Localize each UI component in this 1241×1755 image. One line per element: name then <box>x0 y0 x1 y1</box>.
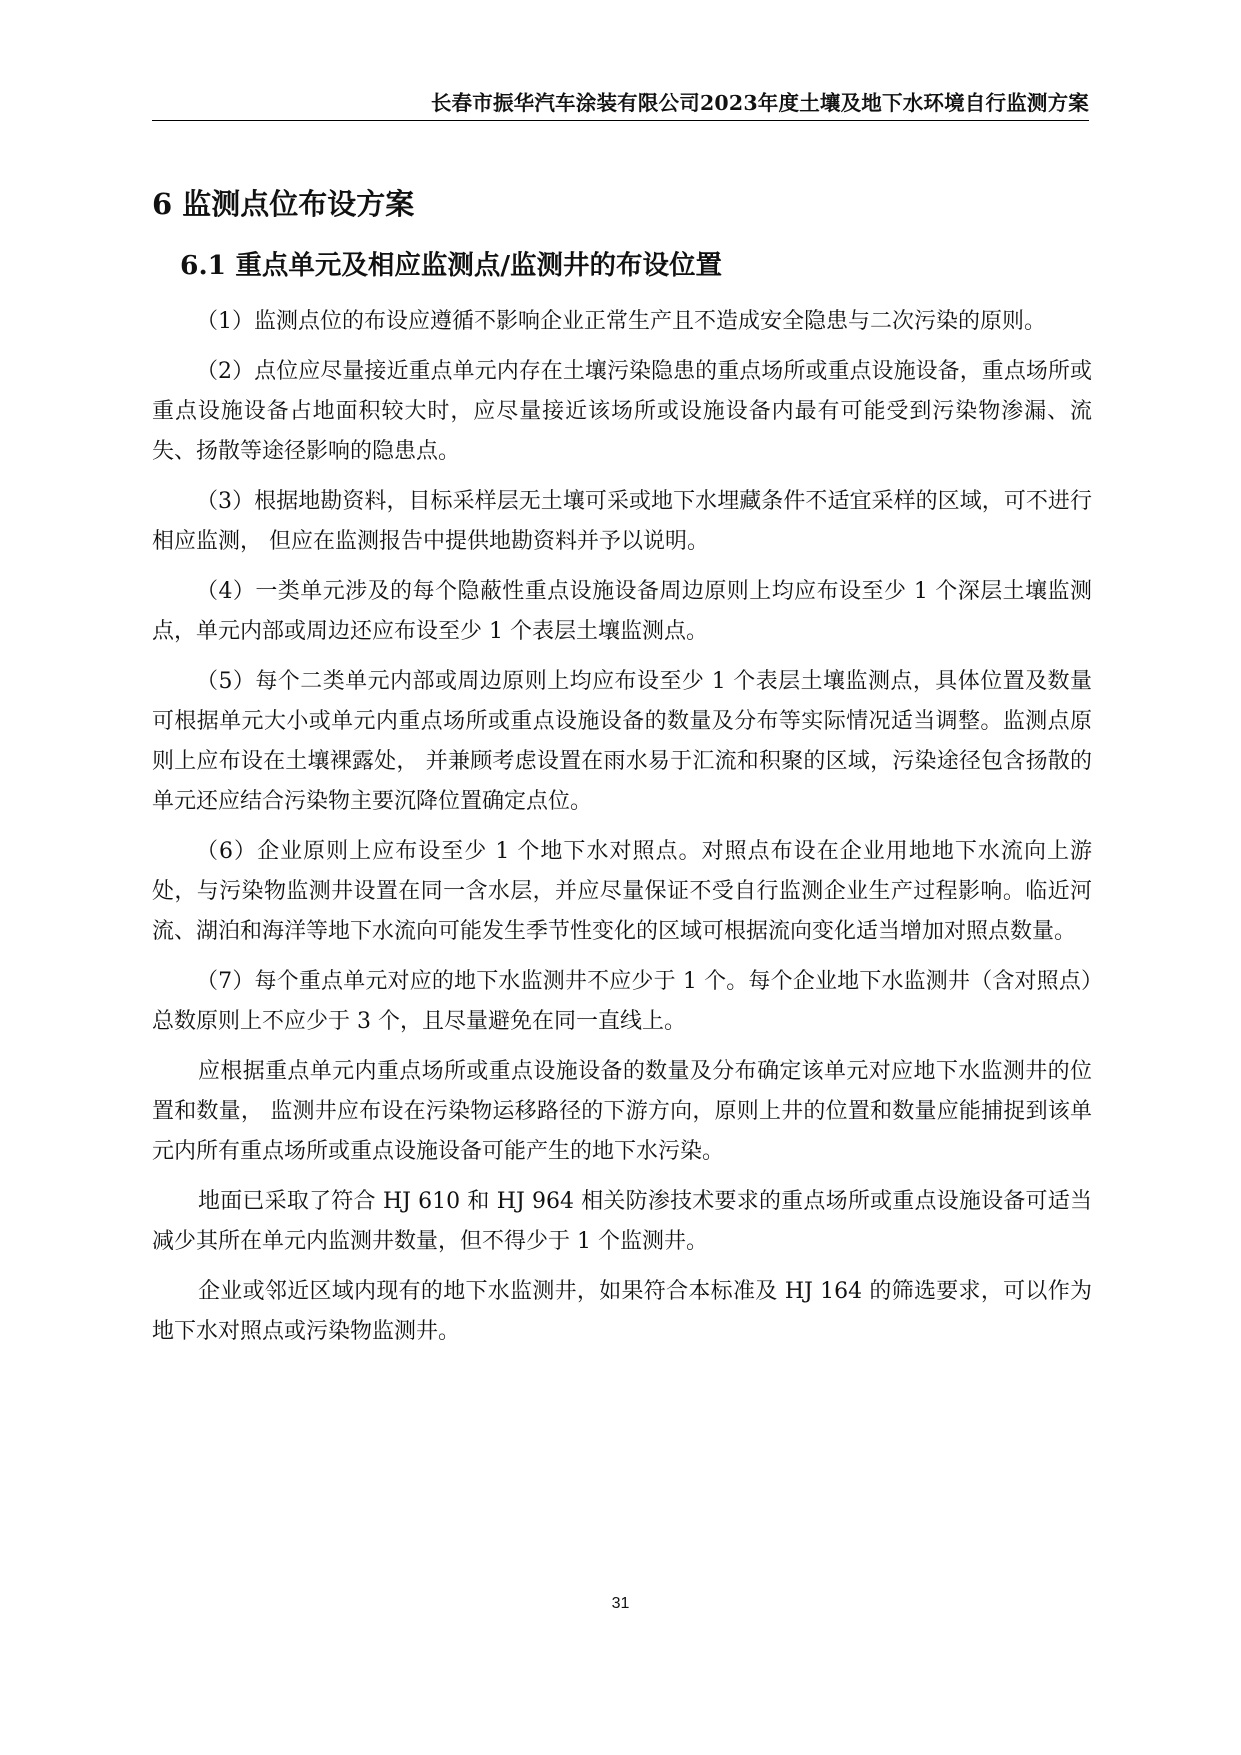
paragraph-2: （2）点位应尽量接近重点单元内存在土壤污染隐患的重点场所或重点设施设备，重点场所或重点设施设备占地面积较大时，应尽量接近该场所或设施设备内最有可能受到污染物渗漏、流失、扬散等途径影响的隐患点。 <box>152 359 1092 464</box>
page-header <box>152 86 1089 121</box>
section-heading: 6.1 重点单元及相应监测点/监测井的布设位置 <box>180 250 723 281</box>
paragraph-4: （4）一类单元涉及的每个隐蔽性重点设施设备周边原则上均应布设至少 1 个深层土壤监测点，单元内部或周边还应布设至少 1 个表层土壤监测点。 <box>152 579 1092 644</box>
header-text: 长春市振华汽车涂装有限公司2023年度土壤及地下水环境自行监测方案 <box>430 91 1089 115</box>
paragraph-6: （6）企业原则上应布设至少 1 个地下水对照点。对照点布设在企业用地地下水流向上游处，与污染物监测井设置在同一含水层，并应尽量保证不受自行监测企业生产过程影响。临近河流、湖泊和海洋等地下水流向可能发生季节性变化的区域可根据流向变化适当增加对照点数量。 <box>152 839 1092 944</box>
body-text <box>152 302 1092 1362</box>
paragraph-9: 地面已采取了符合 HJ 610 和 HJ 964 相关防渗技术要求的重点场所或重点设施设备可适当减少其所在单元内监测井数量，但不得少于 1 个监测井。 <box>152 1189 1092 1254</box>
chapter-heading: 6 监测点位布设方案 <box>152 187 415 221</box>
paragraph-3: （3）根据地勘资料，目标采样层无土壤可采或地下水埋藏条件不适宜采样的区域，可不进行相应监测， 但应在监测报告中提供地勘资料并予以说明。 <box>152 489 1092 554</box>
page-number: 31 <box>611 1595 630 1612</box>
paragraph-1: （1）监测点位的布设应遵循不影响企业正常生产且不造成安全隐患与二次污染的原则。 <box>196 309 1046 334</box>
paragraph-8: 应根据重点单元内重点场所或重点设施设备的数量及分布确定该单元对应地下水监测井的位置和数量， 监测井应布设在污染物运移路径的下游方向，原则上井的位置和数量应能捕捉到该单元内所有重点场所或重点设施设备可能产生的地下水污染。 <box>152 1059 1092 1164</box>
paragraph-5: （5）每个二类单元内部或周边原则上均应布设至少 1 个表层土壤监测点，具体位置及数量可根据单元大小或单元内重点场所或重点设施设备的数量及分布等实际情况适当调整。监测点原则上应布设在土壤裸露处， 并兼顾考虑设置在雨水易于汇流和积聚的区域，污染途径包含扬散的单元还应结合污染物主要沉降位置确定点位。 <box>152 669 1092 814</box>
paragraph-7: （7）每个重点单元对应的地下水监测井不应少于 1 个。每个企业地下水监测井（含对照点）总数原则上不应少于 3 个，且尽量避免在同一直线上。 <box>152 969 1092 1034</box>
paragraph-10: 企业或邻近区域内现有的地下水监测井，如果符合本标准及 HJ 164 的筛选要求，可以作为地下水对照点或污染物监测井。 <box>152 1279 1092 1344</box>
